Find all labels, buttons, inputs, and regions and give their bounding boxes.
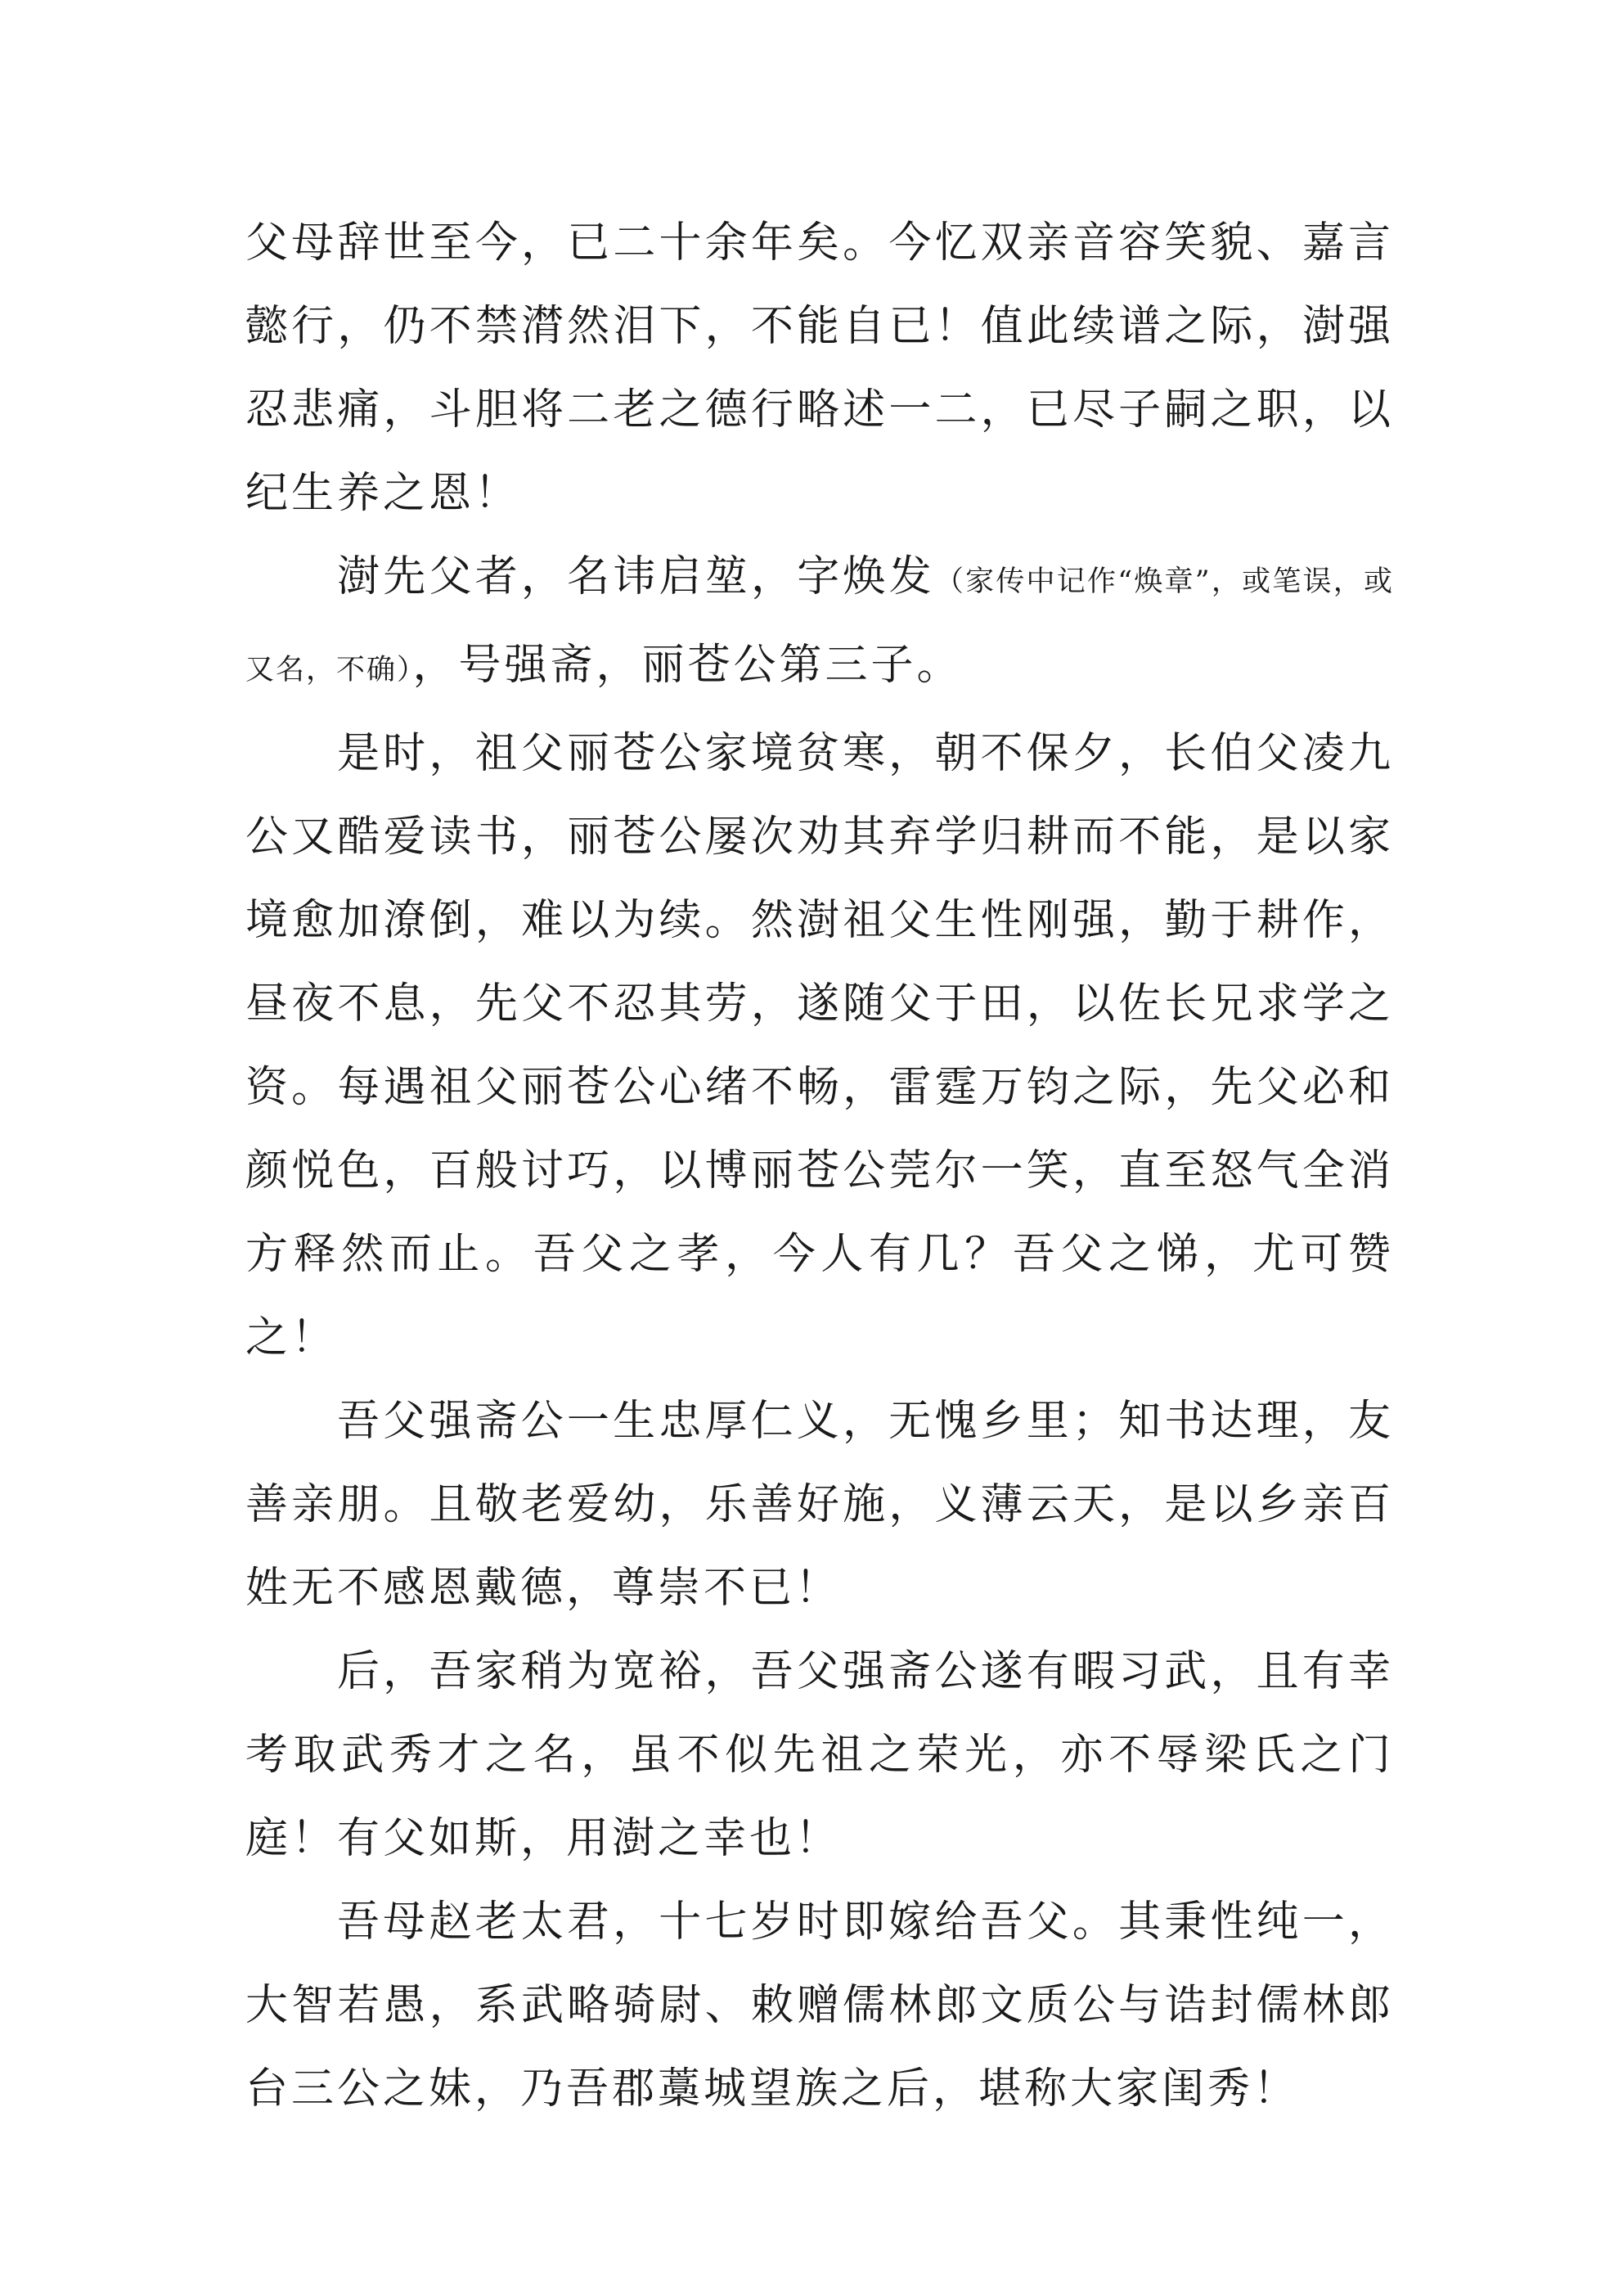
document-body [245, 201, 1394, 2131]
paragraph-father-name [245, 535, 1394, 712]
paragraph-intro-text: 父母辞世至今，已二十余年矣。今忆双亲音容笑貌、嘉言懿行，仍不禁潸然泪下，不能自已！值此续谱之际，澍强忍悲痛，斗胆将二老之德行略述一二，已尽子嗣之职，以纪生养之恩！ [245, 218, 1394, 518]
paragraph-martial [245, 1630, 1394, 1880]
paragraph-father-name-tail: ，号强斋，丽苍公第三子。 [412, 641, 963, 690]
paragraph-mother [245, 1880, 1394, 2131]
annotation-note: （家传中记作“焕章”，或笔误，或又名，不确） [245, 565, 1394, 687]
paragraph-character [245, 1380, 1394, 1630]
paragraph-father-name-text: 澍先父者，名讳启堃，字焕发 [337, 552, 935, 601]
paragraph-mother-text: 吾母赵老太君，十七岁时即嫁给吾父。其秉性纯一，大智若愚，系武略骑尉、敕赠儒林郎文质公与诰封儒林郎台三公之妹，乃吾郡藁城望族之后，堪称大家闺秀！ [245, 1898, 1394, 2114]
paragraph-grandfather [245, 712, 1394, 1380]
paragraph-grandfather-text: 是时，祖父丽苍公家境贫寒，朝不保夕，长伯父凌九公又酷爱读书，丽苍公屡次劝其弃学归耕而不能，是以家境愈加潦倒，难以为续。然澍祖父生性刚强，勤于耕作，昼夜不息，先父不忍其劳，遂随父于田，以佐长兄求学之资。每遇祖父丽苍公心绪不畅，雷霆万钧之际，先父必和颜悦色，百般讨巧，以博丽苍公莞尔一笑，直至怒气全消方释然而止。吾父之孝，今人有几？吾父之悌，尤可赞之！ [245, 729, 1394, 1362]
paragraph-martial-text: 后，吾家稍为宽裕，吾父强斋公遂有暇习武，且有幸考取武秀才之名，虽不似先祖之荣光，亦不辱梁氏之门庭！有父如斯，用澍之幸也！ [245, 1647, 1394, 1863]
paragraph-intro [245, 201, 1394, 535]
paragraph-character-text: 吾父强斋公一生忠厚仁义，无愧乡里；知书达理，友善亲朋。且敬老爱幼，乐善好施，义薄云天，是以乡亲百姓无不感恩戴德，尊崇不已！ [245, 1397, 1394, 1613]
